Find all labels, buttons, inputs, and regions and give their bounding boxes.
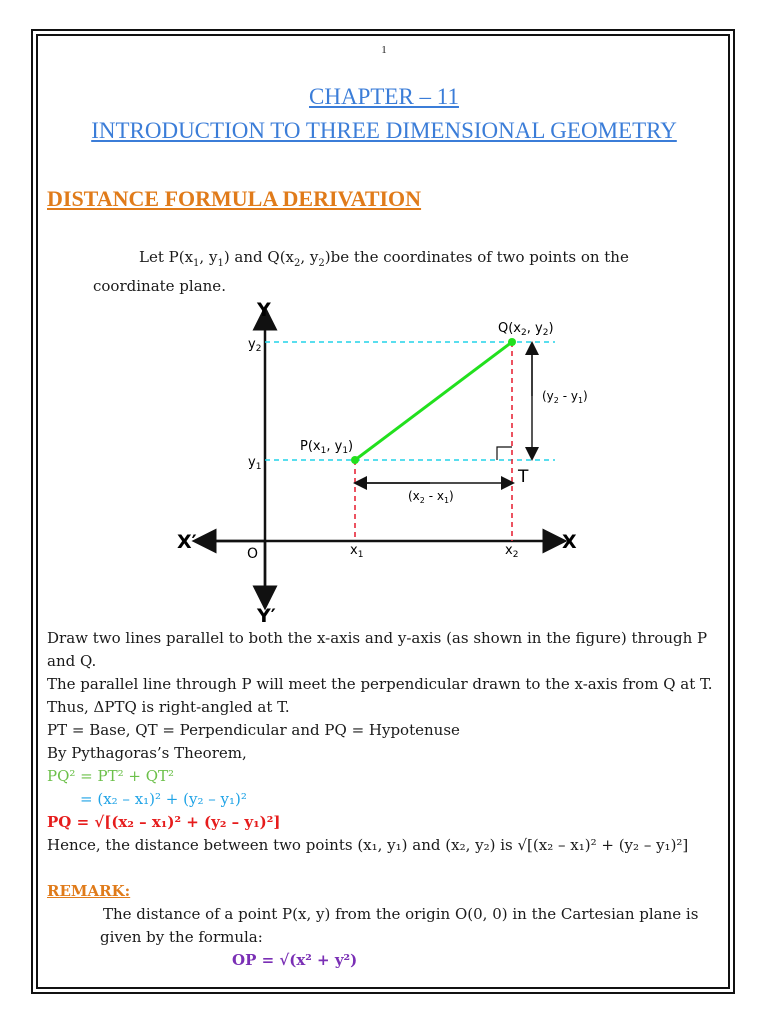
dy-label: $(y_2 - y_1)$ bbox=[542, 389, 588, 405]
y2-label: $y_2$ bbox=[248, 337, 262, 354]
equation-3: PQ = √[(x₂ – x₁)² + (y₂ – y₁)²] bbox=[47, 813, 281, 831]
x1-label: $x_1$ bbox=[350, 543, 364, 560]
body-line-1: Draw two lines parallel to both the x-axis and y-axis (as shown in the figure) through P bbox=[47, 629, 708, 647]
point-p-label: $P(x_1$, $y_1$) bbox=[300, 439, 354, 456]
body-line-5: PT = Base, QT = Perpendicular and PQ = Hypotenuse bbox=[47, 721, 460, 739]
remark-heading: REMARK: bbox=[47, 882, 131, 900]
body-line-4: Thus, ΔPTQ is right-angled at T. bbox=[47, 698, 290, 716]
section-title: DISTANCE FORMULA DERIVATION bbox=[47, 186, 422, 211]
x-axis-label: X bbox=[562, 531, 577, 553]
chapter-title: INTRODUCTION TO THREE DIMENSIONAL GEOMETRY bbox=[91, 118, 677, 143]
dx-label: $(x_2 - x_1)$ bbox=[408, 489, 454, 505]
segment-pq bbox=[355, 342, 512, 460]
x2-label: $x_2$ bbox=[505, 543, 519, 560]
distance-figure bbox=[170, 296, 590, 626]
intro-line-2: coordinate plane. bbox=[93, 277, 226, 295]
body-line-3: The parallel line through P will meet the perpendicular drawn to the x-axis from Q at T. bbox=[47, 675, 713, 693]
origin-label: O bbox=[247, 546, 259, 562]
point-q-dot bbox=[508, 338, 516, 346]
point-q-label: $Q(x_2$, $y_2$) bbox=[498, 321, 554, 338]
chapter-heading: CHAPTER – 11 bbox=[309, 84, 459, 109]
hence-line: Hence, the distance between two points (x₁, y₁) and (x₂, y₂) is √[(x₂ – x₁)² + (y₂ – y₁)²] bbox=[47, 836, 689, 854]
y-axis-label: Y bbox=[257, 299, 271, 321]
body-line-6: By Pythagoras’s Theorem, bbox=[47, 744, 247, 762]
page-number: 1 bbox=[381, 44, 387, 56]
y-neg-label: Y′ bbox=[257, 605, 276, 626]
point-p-dot bbox=[351, 456, 359, 464]
intro-line-1: Let $P(x_1$, $y_1$) and $Q(x_2$, $y_2)be$ the coordinates of two points on the bbox=[139, 248, 629, 269]
y1-label: $y_1$ bbox=[248, 455, 262, 472]
remark-line-2: given by the formula: bbox=[100, 928, 263, 946]
x-neg-label: X′ bbox=[177, 531, 197, 553]
body-line-2: and Q. bbox=[47, 652, 97, 670]
intro-paragraph bbox=[93, 246, 653, 298]
equation-2: = (x₂ – x₁)² + (y₂ – y₁)² bbox=[80, 790, 247, 808]
equation-1: PQ² = PT² + QT² bbox=[47, 767, 175, 785]
remark-formula: OP = √(x² + y²) bbox=[232, 951, 358, 969]
point-t-label: T bbox=[518, 467, 529, 487]
right-angle-marker bbox=[497, 447, 512, 460]
remark-line-1: The distance of a point P(x, y) from the origin O(0, 0) in the Cartesian plane is bbox=[103, 905, 699, 923]
